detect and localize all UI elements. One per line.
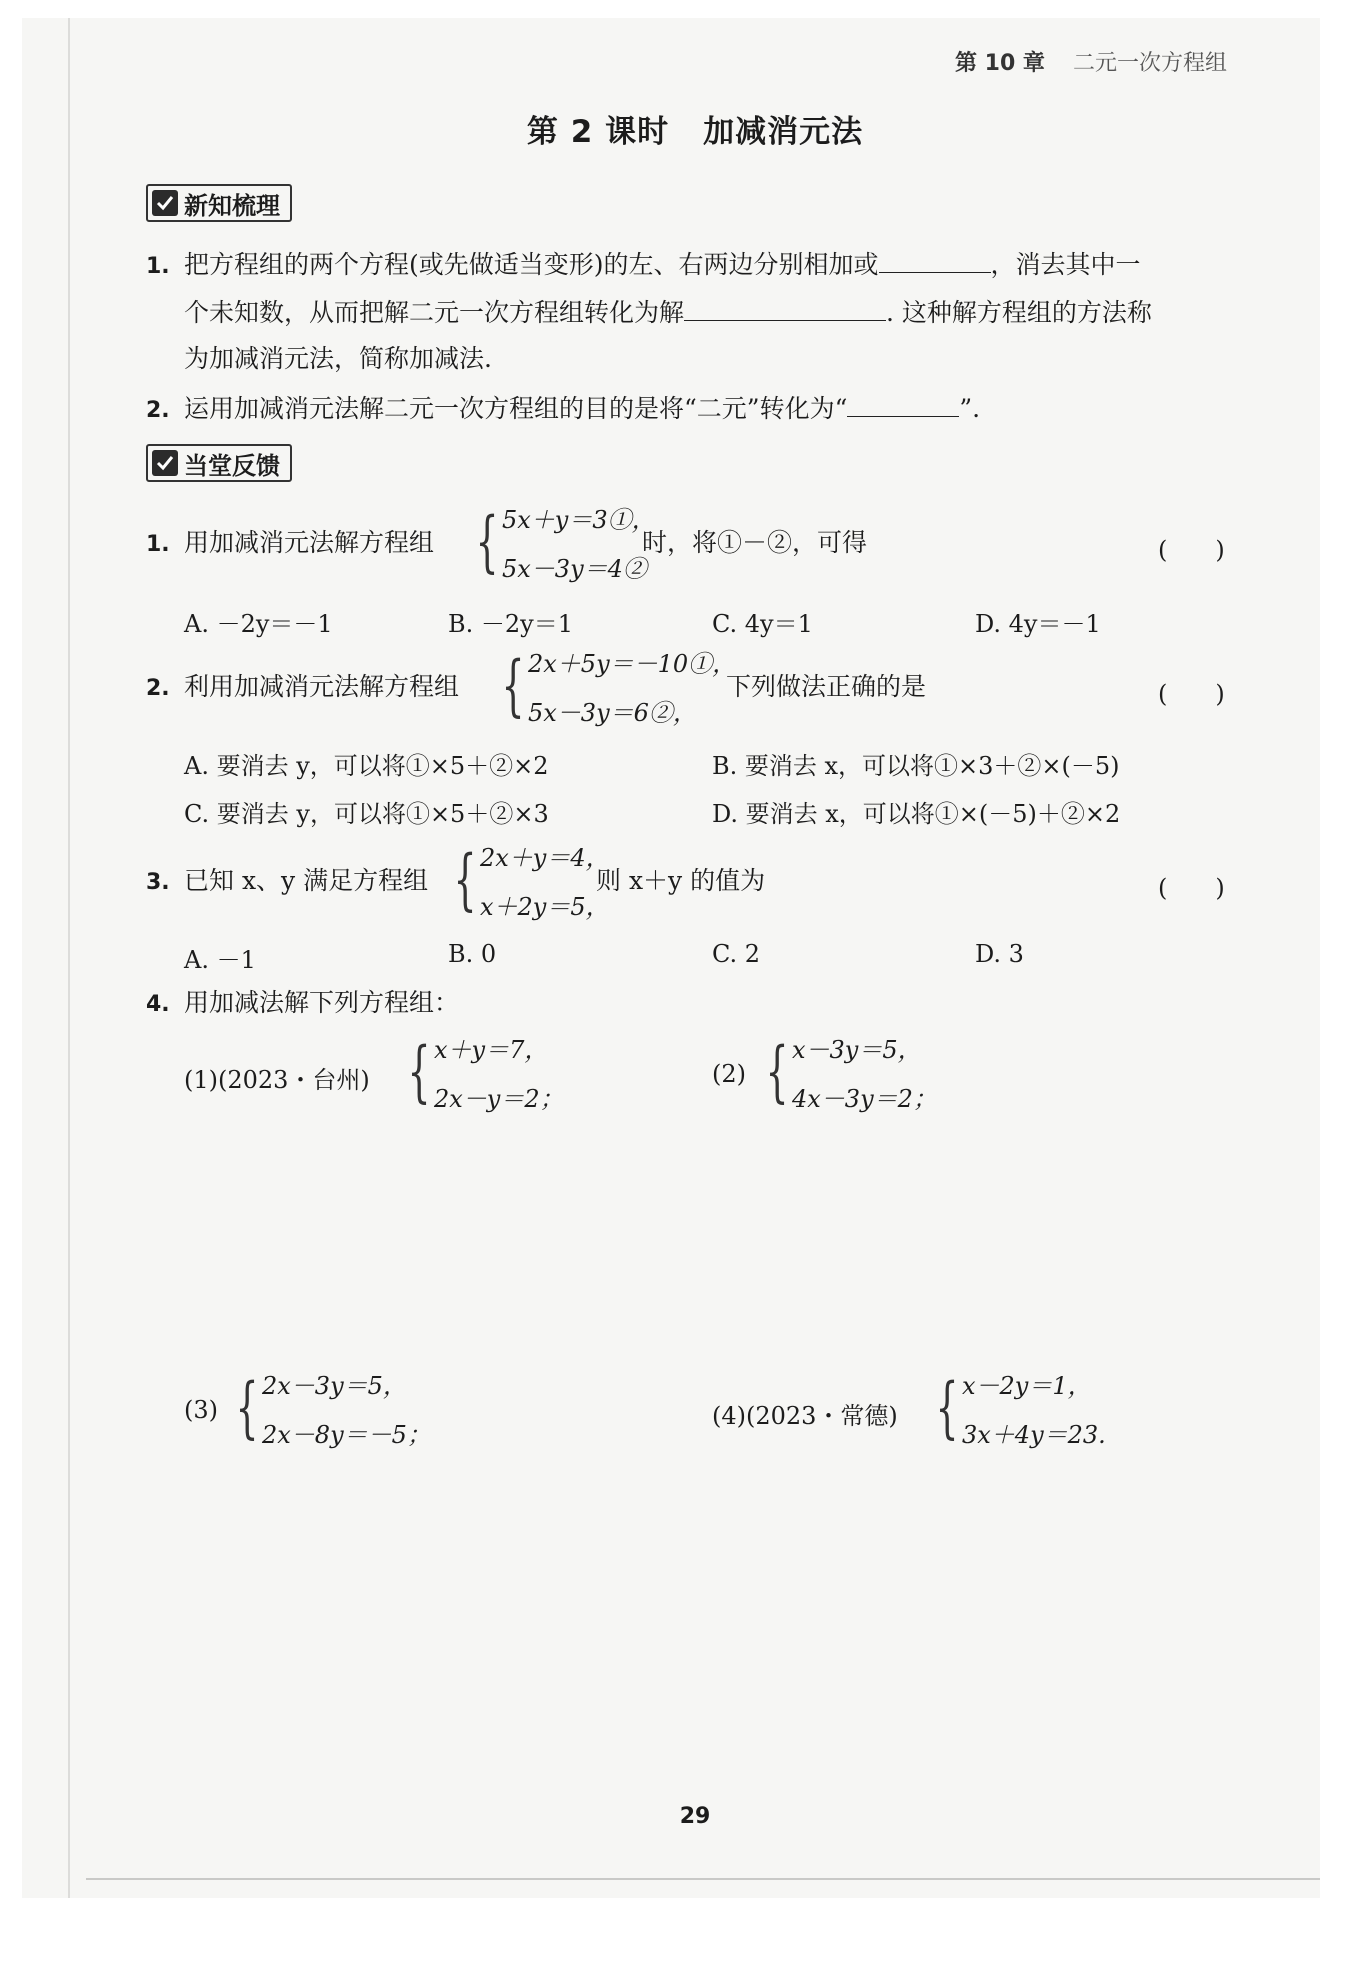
chapter-title: 二元一次方程组 [1072,51,1227,76]
question-text: 已知 x、y 满足方程组 [184,866,429,895]
equation-1: 2x＋y＝4， [480,844,610,872]
knowledge-q1-line2 [184,298,1152,325]
question-number: 1. [146,254,170,279]
answer-blank[interactable] [847,394,959,417]
subpart-label-2: (2) [712,1060,746,1088]
lesson-title [0,106,1350,151]
check-icon [152,450,178,476]
answer-paren[interactable]: ( ) [1158,874,1225,902]
section-title: 当堂反馈 [184,451,280,480]
equation-2: 5x－3y＝6②， [528,699,697,727]
paper-edge-bottom [86,1878,1320,1880]
feedback-q2-prefix [146,674,459,700]
section-badge-new-knowledge [146,184,292,222]
option-c[interactable]: C. 2 [712,940,761,968]
subpart-label-1: (1)(2023・台州) [184,1066,370,1094]
brace: { [475,503,499,580]
knowledge-q1-line3: 为加减消元法，简称加减法. [184,344,492,373]
option-b[interactable]: B. 要消去 x，可以将①×3＋②×(－5) [712,752,1120,780]
brace: { [453,841,477,918]
option-d[interactable]: D. 3 [975,940,1024,968]
question-text: 利用加减消元法解方程组 [184,672,460,701]
equation-2: 4x－3y＝2； [792,1085,937,1113]
equation-1: x－2y＝1， [962,1372,1092,1400]
option-a[interactable]: A. －1 [184,946,256,974]
knowledge-q2 [146,394,980,422]
option-b[interactable]: B. 0 [448,940,497,968]
equation-system-4-3 [226,1366,431,1450]
equation-1: 2x－3y＝5， [262,1372,407,1400]
equation-system-q1 [466,500,656,584]
running-header [955,46,1227,77]
question-text: 用加减消元法解方程组 [184,528,435,557]
option-a[interactable]: A. －2y＝－1 [184,610,333,638]
option-c[interactable]: C. 4y＝1 [712,610,813,638]
feedback-q1-prefix [146,530,434,556]
paper-edge [68,18,70,1898]
lesson-name: 加减消元法 [703,114,864,150]
question-number: 3. [146,870,170,895]
option-c[interactable]: C. 要消去 y，可以将①×5＋②×3 [184,800,549,828]
question-text: 个未知数，从而把解二元一次方程组转化为解 [184,298,685,327]
page-number: 29 [679,1804,711,1829]
equation-system-4-2 [756,1030,937,1114]
equation-1: x＋y＝7， [434,1036,549,1064]
lesson-part: 第 2 课时 [526,114,670,150]
option-d[interactable]: D. 要消去 x，可以将①×(－5)＋②×2 [712,800,1121,828]
question-text: 用加减法解下列方程组： [184,988,460,1017]
option-d[interactable]: D. 4y＝－1 [975,610,1101,638]
equation-2: 2x－8y＝－5； [262,1421,431,1449]
feedback-q1-suffix: 时，将①－②，可得 [642,528,868,557]
section-badge-feedback [146,444,292,482]
question-number: 4. [146,992,170,1017]
equation-1: 5x＋y＝3①， [502,506,656,534]
chapter-number: 第 10 章 [955,51,1045,76]
equation-system-4-1 [398,1030,564,1114]
question-number: 2. [146,676,170,701]
question-text: 把方程组的两个方程(或先做适当变形)的左、右两边分别相加或 [184,250,879,279]
question-number: 2. [146,398,170,423]
answer-blank[interactable] [879,250,991,273]
brace: { [765,1033,789,1110]
check-icon [152,190,178,216]
equation-system-q2 [492,644,736,728]
feedback-q3-suffix: 则 x＋y 的值为 [596,866,766,895]
answer-paren[interactable]: ( ) [1158,680,1225,708]
equation-2: 2x－y＝2； [434,1085,564,1113]
question-text: ”. [959,394,981,423]
equation-system-q3 [444,838,610,922]
answer-blank[interactable] [684,298,886,321]
question-text: . 这种解方程组的方法称 [886,298,1152,327]
answer-paren[interactable]: ( ) [1158,536,1225,564]
question-text: 运用加减消元法解二元一次方程组的目的是将“二元”转化为“ [184,394,848,423]
knowledge-q1-line1 [146,250,1141,278]
equation-system-4-4 [926,1366,1106,1450]
feedback-q4 [146,990,459,1016]
question-number: 1. [146,532,170,557]
subpart-label-3: (3) [184,1396,218,1424]
brace: { [501,647,525,724]
equation-2: 5x－3y＝4② [502,555,647,583]
feedback-q3-prefix [146,868,428,894]
brace: { [935,1369,959,1446]
subpart-label-4: (4)(2023・常德) [712,1402,898,1430]
equation-2: 3x＋4y＝23. [962,1421,1106,1449]
option-b[interactable]: B. －2y＝1 [448,610,573,638]
equation-1: x－3y＝5， [792,1036,922,1064]
equation-2: x＋2y＝5， [480,893,610,921]
question-text: ，消去其中一 [990,250,1141,279]
equation-1: 2x＋5y＝－10①， [528,650,737,678]
brace: { [235,1369,259,1446]
option-a[interactable]: A. 要消去 y，可以将①×5＋②×2 [184,752,549,780]
feedback-q2-suffix: 下列做法正确的是 [726,672,927,701]
brace: { [407,1033,431,1110]
section-title: 新知梳理 [184,191,280,220]
